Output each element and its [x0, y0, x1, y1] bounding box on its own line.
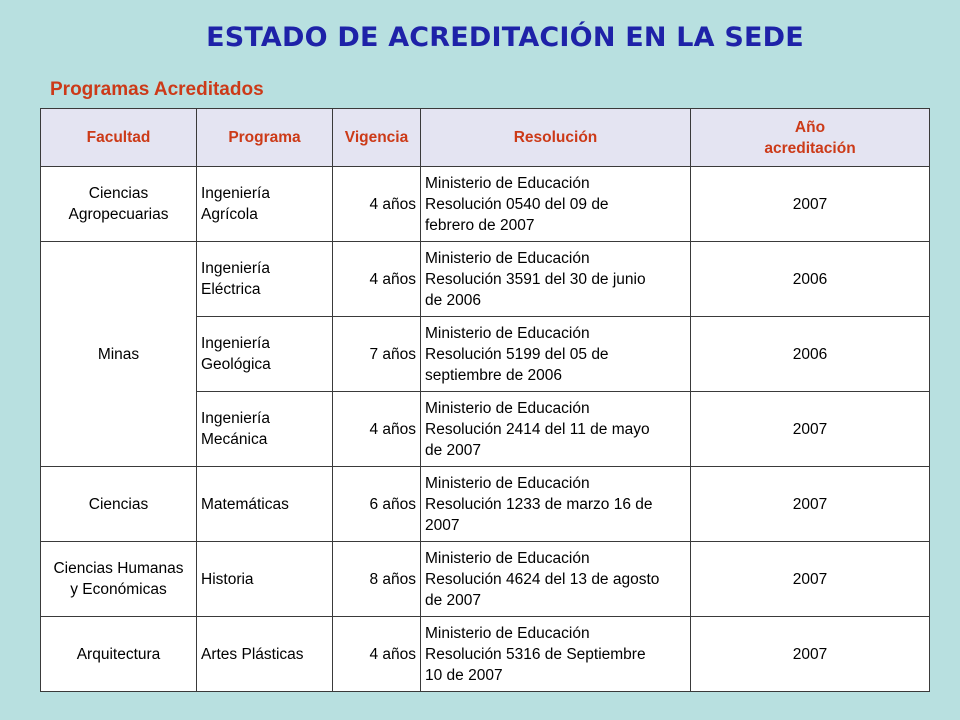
cell-programa	[197, 467, 333, 542]
table-row	[41, 617, 930, 692]
cell-resolucion	[421, 542, 691, 617]
table-row	[41, 467, 930, 542]
cell-resolucion-line: Resolución 3591 del 30 de junio	[425, 270, 646, 288]
cell-programa	[197, 317, 333, 392]
cell-vigencia: 6 años	[333, 467, 421, 542]
cell-programa	[197, 167, 333, 242]
cell-facultad	[41, 467, 197, 542]
cell-programa-line: Eléctrica	[201, 281, 261, 298]
cell-facultad-line: Agropecuarias	[68, 206, 169, 223]
cell-programa	[197, 242, 333, 317]
cell-resolucion-line: Resolución 4624 del 13 de agosto	[425, 570, 660, 588]
cell-facultad-line: Ciencias	[88, 185, 149, 202]
cell-programa-line: Matemáticas	[201, 495, 289, 513]
cell-ano: 2007	[691, 617, 930, 692]
cell-vigencia: 4 años	[333, 392, 421, 467]
cell-resolucion-line: febrero de 2007	[425, 216, 535, 234]
cell-ano: 2007	[691, 167, 930, 242]
cell-programa-line: Geológica	[201, 356, 271, 373]
cell-facultad-line: Arquitectura	[76, 645, 161, 663]
cell-resolucion-line: Resolución 5199 del 05 de	[425, 345, 609, 363]
cell-resolucion-line: Ministerio de Educación	[425, 624, 590, 642]
cell-programa-line: Ingeniería	[201, 185, 270, 202]
cell-ano: 2007	[691, 542, 930, 617]
header-vigencia: Vigencia	[333, 109, 421, 167]
cell-resolucion	[421, 167, 691, 242]
section-subtitle: Programas Acreditados	[50, 79, 264, 100]
header-ano-line2: acreditación	[764, 139, 856, 157]
header-ano-line1: Año	[794, 118, 826, 136]
header-ano-acreditacion	[691, 109, 930, 167]
cell-resolucion-line: Resolución 0540 del 09 de	[425, 195, 609, 213]
cell-programa-line: Ingeniería	[201, 335, 270, 352]
cell-facultad-line: y Económicas	[70, 581, 167, 598]
cell-resolucion-line: 2007	[425, 516, 460, 534]
page-title: ESTADO DE ACREDITACIÓN EN LA SEDE	[206, 22, 804, 53]
cell-vigencia: 7 años	[333, 317, 421, 392]
cell-ano: 2006	[691, 317, 930, 392]
cell-ano: 2007	[691, 467, 930, 542]
cell-resolucion-line: Ministerio de Educación	[425, 474, 590, 492]
cell-resolucion-line: Ministerio de Educación	[425, 399, 590, 417]
table-row	[41, 542, 930, 617]
cell-resolucion-line: Resolución 2414 del 11 de mayo	[425, 420, 650, 438]
header-resolucion: Resolución	[421, 109, 691, 167]
table-header-row	[41, 109, 930, 167]
cell-programa-line: Historia	[201, 570, 254, 588]
cell-facultad	[41, 617, 197, 692]
cell-facultad	[41, 542, 197, 617]
cell-resolucion-line: de 2007	[425, 441, 482, 459]
cell-vigencia: 4 años	[333, 617, 421, 692]
cell-programa-line: Artes Plásticas	[201, 645, 304, 663]
cell-ano: 2007	[691, 392, 930, 467]
cell-resolucion-line: Resolución 1233 de marzo 16 de	[425, 495, 653, 513]
header-programa: Programa	[197, 109, 333, 167]
cell-programa-line: Mecánica	[201, 431, 268, 448]
cell-programa-line: Ingeniería	[201, 260, 270, 277]
cell-resolucion	[421, 617, 691, 692]
cell-resolucion	[421, 392, 691, 467]
cell-resolucion-line: Ministerio de Educación	[425, 249, 590, 267]
cell-facultad-line: Ciencias	[88, 495, 149, 513]
cell-programa-line: Ingeniería	[201, 410, 270, 427]
cell-vigencia: 4 años	[333, 242, 421, 317]
cell-facultad	[41, 242, 197, 467]
cell-resolucion	[421, 467, 691, 542]
cell-vigencia: 8 años	[333, 542, 421, 617]
cell-resolucion-line: Ministerio de Educación	[425, 324, 590, 342]
cell-resolucion-line: 10 de 2007	[425, 666, 503, 684]
table-row	[41, 242, 930, 317]
accreditation-table	[40, 108, 930, 692]
table-body	[41, 167, 930, 692]
cell-resolucion-line: Resolución 5316 de Septiembre	[425, 645, 646, 663]
cell-resolucion-line: septiembre de 2006	[425, 366, 563, 384]
table-row	[41, 167, 930, 242]
cell-facultad-line: Minas	[97, 345, 140, 363]
cell-vigencia: 4 años	[333, 167, 421, 242]
cell-facultad-line: Ciencias Humanas	[53, 560, 184, 577]
cell-resolucion-line: de 2007	[425, 591, 482, 609]
cell-resolucion-line: Ministerio de Educación	[425, 549, 590, 567]
cell-resolucion-line: de 2006	[425, 291, 482, 309]
cell-ano: 2006	[691, 242, 930, 317]
cell-programa-line: Agrícola	[201, 206, 258, 223]
cell-programa	[197, 542, 333, 617]
cell-resolucion-line: Ministerio de Educación	[425, 174, 590, 192]
cell-resolucion	[421, 242, 691, 317]
cell-facultad	[41, 167, 197, 242]
cell-resolucion	[421, 317, 691, 392]
cell-programa	[197, 392, 333, 467]
cell-programa	[197, 617, 333, 692]
header-facultad: Facultad	[41, 109, 197, 167]
